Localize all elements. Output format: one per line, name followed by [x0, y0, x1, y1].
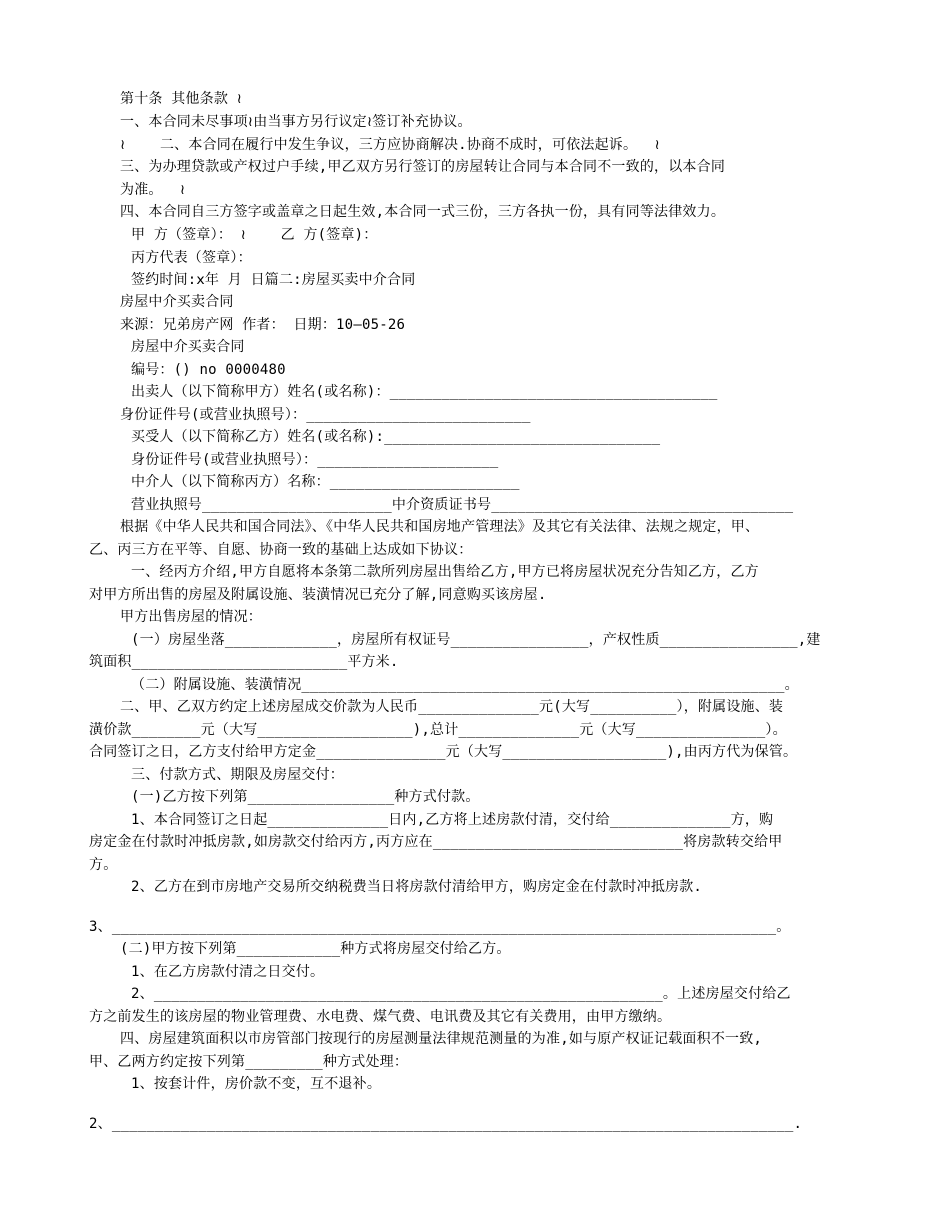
- clause-10-item-3-cont: 为准。 ≀: [120, 182, 186, 198]
- buyer-field: 买受人（以下简称乙方）姓名(或名称):________________________________: [131, 429, 661, 445]
- delivery-option-2-line-1: 2、___________________________________________________________。上述房屋交付给乙: [131, 986, 791, 1002]
- payment-option-1-line-3: 方。: [89, 857, 118, 873]
- signing-date: 签约时间:ⅹ年 月 日篇二:房屋买卖中介合同: [131, 272, 416, 288]
- house-area-line: 筑面积_________________________平方米.: [89, 654, 399, 670]
- house-location-line: (一）房屋坐落_____________，房屋所有权证号________________，产权性质________________,建: [131, 632, 821, 648]
- delivery-option-1: 1、在乙方房款付清之日交付。: [131, 964, 325, 980]
- contract-title-2: 房屋中介买卖合同: [131, 339, 245, 355]
- clause-10-title: 第十条 其他条款 ≀: [120, 91, 243, 107]
- agent-field: 中介人（以下简称丙方）名称：______________________: [131, 474, 520, 490]
- license-field: 营业执照号______________________中介资质证书号___________________________________: [131, 497, 794, 513]
- article-1-line-2: 对甲方所出售的房屋及附属设施、装潢情况已充分了解,同意购买该房屋.: [89, 587, 547, 603]
- area-option-1: 1、按套计件，房价款不变，互不退补。: [131, 1076, 382, 1092]
- signature-parties: 甲 方（签章）： ≀ 乙 方(签章)：: [131, 227, 378, 243]
- article-2-line-2: 潢价款________元（大写__________________),总计______________元（大写_______________）。: [89, 722, 787, 738]
- delivery-method-line: (二)甲方按下列第____________种方式将房屋交付给乙方。: [120, 941, 511, 957]
- area-option-2: 2、_______________________________________________________________________________.: [89, 1116, 803, 1132]
- payment-option-1-line-1: 1、本合同签订之日起______________日内,乙方将上述房款付清，交付给______________方，购: [131, 812, 774, 828]
- article-3-heading: 三、付款方式、期限及房屋交付：: [131, 767, 344, 783]
- house-info-heading: 甲方出售房屋的情况：: [120, 609, 262, 625]
- clause-10-item-1: 一、本合同未尽事项≀由当事方另行议定≀签订补充协议。: [120, 114, 472, 130]
- signature-party-c: 丙方代表（签章）：: [131, 250, 252, 266]
- seller-field: 出卖人（以下简称甲方）姓名(或名称)：______________________________________: [131, 384, 718, 400]
- clause-10-item-2: ≀ 二、本合同在履行中发生争议，三方应协商解决.协商不成时，可依法起诉。 ≀: [120, 137, 660, 153]
- contract-title: 房屋中介买卖合同: [120, 294, 234, 310]
- article-4-line-2: 甲、乙两方约定按下列第_________种方式处理：: [89, 1054, 409, 1070]
- payment-method-line: (一)乙方按下列第_________________种方式付款。: [131, 789, 480, 805]
- delivery-option-2-line-2: 方之前发生的该房屋的物业管理费、水电费、煤气费、电讯费及其它有关费用，由甲方缴纳。: [89, 1009, 672, 1025]
- article-2-line-1: 二、甲、乙双方约定上述房屋成交价款为人民币______________元(大写__________），附属设施、装: [120, 699, 784, 715]
- buyer-id-field: 身份证件号(或营业执照号）：_____________________: [131, 452, 499, 468]
- article-4-line-1: 四、房屋建筑面积以市房管部门按现行的房屋测量法律规范测量的为准,如与原产权证记载面积不一致,: [120, 1031, 763, 1047]
- clause-10-item-4: 四、本合同自三方签字或盖章之日起生效,本合同一式三份，三方各执一份，具有同等法律效力。: [120, 204, 726, 220]
- article-2-line-3: 合同签订之日，乙方支付给甲方定金_______________元（大写___________________),由丙方代为保管。: [89, 744, 798, 760]
- fixtures-line: （二）附属设施、装潢情况________________________________________________________。: [131, 677, 799, 693]
- payment-option-2: 2、乙方在到市房地产交易所交纳税费当日将房款付清给甲方，购房定金在付款时冲抵房款.: [131, 879, 703, 895]
- payment-option-3: 3、_____________________________________________________________________________。: [89, 919, 791, 935]
- source-line: 来源：兄弟房产网 作者： 日期：10—05-26: [120, 317, 406, 333]
- clause-10-item-3: 三、为办理贷款或产权过户手续,甲乙双方另行签订的房屋转让合同与本合同不一致的，以本合同: [120, 159, 726, 175]
- contract-number: 编号：() no 0000480: [131, 362, 286, 378]
- preamble-1: 根据《中华人民共和国合同法》、《中华人民共和国房地产管理法》及其它有关法律、法规之规定，甲、: [120, 519, 760, 535]
- preamble-2: 乙、丙三方在平等、自愿、协商一致的基础上达成如下协议：: [89, 542, 473, 558]
- seller-id-field: 身份证件号(或营业执照号）：__________________________: [120, 407, 531, 423]
- article-1-line-1: 一、经丙方介绍,甲方自愿将本条第二款所列房屋出售给乙方,甲方已将房屋状况充分告知乙方，乙方: [131, 564, 759, 580]
- payment-option-1-line-2: 房定金在付款时冲抵房款,如房款交付给丙方,丙方应在_____________________________将房款转交给甲: [89, 834, 783, 850]
